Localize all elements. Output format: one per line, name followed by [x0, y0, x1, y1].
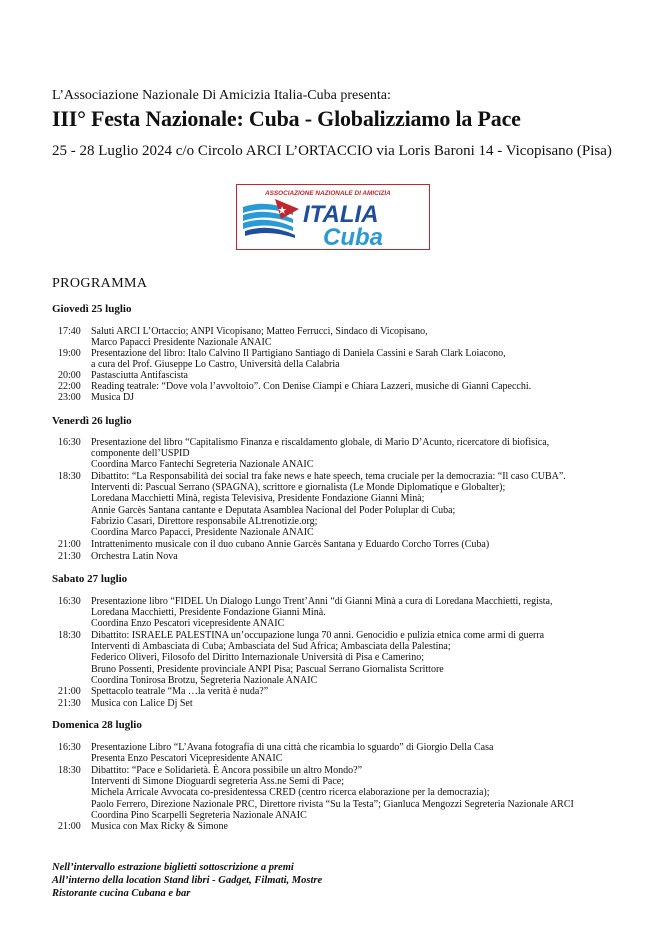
event-line: Loredana Macchietti, Presidente Fondazione Gianni Minà.	[91, 607, 326, 619]
event-line: Coordina Marco Papacci, Presidente Nazionale ANAIC	[91, 527, 314, 539]
event-time: 20:00	[58, 370, 81, 381]
logo-word-cuba: Cuba	[323, 224, 383, 249]
event-time: 21:00	[58, 821, 81, 832]
event-line: componente dell’USPID	[91, 448, 190, 460]
event-time: 18:30	[58, 471, 81, 482]
event-time: 17:40	[58, 326, 81, 337]
event-line: Coordina Marco Fantechi Segreteria Nazionale ANAIC	[91, 459, 314, 471]
logo-top-text: ASSOCIAZIONE NAZIONALE DI AMICIZIA	[265, 190, 391, 197]
footer-note: Ristorante cucina Cubana e bar	[52, 888, 191, 899]
event-line: Musica con Max Ricky & Simone	[91, 821, 228, 832]
event-line: Federico Oliveri, Filosofo del Diritto Internazionale Università di Pisa e Camerino;	[91, 652, 424, 664]
event-line: Marco Papacci Presidente Nazionale ANAIC	[91, 337, 272, 349]
event-time: 23:00	[58, 392, 81, 403]
event-time: 19:00	[58, 348, 81, 359]
event-line: Presenta Enzo Pescatori Vicepresidente ANAIC	[91, 753, 283, 765]
event-line: a cura del Prof. Giuseppe Lo Castro, Università della Calabria	[91, 359, 340, 371]
event-time: 18:30	[58, 630, 81, 641]
event-line: Interventi di Simone Dioguardi segreteria Ass.ne Semi di Pace;	[91, 776, 344, 788]
event-line: Bruno Possenti, Presidente provinciale ANPI Pisa; Pascual Serrano Giornalista Scrittore	[91, 663, 444, 675]
event-line: Coordina Enzo Pescatori vicepresidente ANAIC	[91, 618, 285, 630]
event-line: Interventi di: Pascual Serrano (SPAGNA), scrittore e giornalista (Le Monde Diplomatique e Globalter);	[91, 482, 506, 494]
event-line: Pastasciutta Antifascista	[91, 370, 188, 381]
event-line: Musica con Lalice Dj Set	[91, 698, 193, 709]
event-line: Presentazione del libro “Capitalismo Finanza e riscaldamento globale, di Mario D’Acunto, ricercatore di biofisica,	[91, 437, 550, 448]
event-line: Paolo Ferrero, Direzione Nazionale PRC, Direttore rivista “Su la Testa”; Gianluca Mengozzi Segreteria Nazionale ARCI	[91, 798, 574, 810]
event-line: Coordina Tonirosa Brotzu, Segreteria Nazionale ANAIC	[91, 674, 318, 686]
day-title: Venerdì 26 luglio	[52, 415, 132, 427]
day-title: Giovedì 25 luglio	[52, 303, 132, 315]
event-line: Orchestra Latin Nova	[91, 551, 178, 562]
event-line: Fabrizio Casari, Direttore responsabile ALtrenotizie.org;	[91, 515, 318, 527]
footer-note: All’interno della location Stand libri - Gadget, Filmati, Mostre	[52, 875, 323, 886]
anaic-logo	[236, 184, 430, 250]
event-line: Annie Garcès Santana cantante e Deputata Asamblea Nacional del Poder Poluplar di Cuba;	[91, 504, 456, 516]
logo-word-italia: ITALIA	[303, 201, 379, 228]
event-line: Dibattito: “La Responsabilità dei social tra fake news e hate speech, tema cruciale per la democrazia: “Il caso CUBA”.	[91, 471, 566, 482]
event-line: Michela Arricale Avvocata co-presidentessa CRED (centro ricerca elaborazione per la democrazia);	[91, 787, 490, 799]
event-time: 18:30	[58, 765, 81, 776]
event-line: Presentazione libro “FIDEL Un Dialogo Lungo Trent’Anni “di Gianni Minà a cura di Loredana Macchietti, regista,	[91, 596, 553, 607]
event-time: 16:30	[58, 596, 81, 607]
event-line: Musica DJ	[91, 392, 135, 403]
event-time: 21:00	[58, 686, 81, 697]
event-time: 21:30	[58, 698, 81, 709]
footer-note: Nell’intervallo estrazione biglietti sottoscrizione a premi	[52, 862, 294, 873]
event-line: Spettacolo teatrale “Ma …la verità è nuda?”	[91, 686, 269, 697]
event-time: 16:30	[58, 742, 81, 753]
event-time: 22:00	[58, 381, 81, 392]
presenter-line: L’Associazione Nazionale Di Amicizia Italia-Cuba presenta:	[52, 88, 391, 103]
event-line: Coordina Pino Scarpelli Segreteria Nazionale ANAIC	[91, 809, 307, 821]
venue-line: 25 - 28 Luglio 2024 c/o Circolo ARCI L’ORTACCIO via Loris Baroni 14 - Vicopisano (Pisa)	[52, 143, 612, 159]
page-title: III° Festa Nazionale: Cuba - Globalizziamo la Pace	[52, 106, 521, 131]
event-time: 16:30	[58, 437, 81, 448]
event-line: Presentazione Libro “L’Avana fotografia di una città che ricambia lo sguardo” di Giorgio Della Casa	[91, 742, 494, 753]
event-time: 21:30	[58, 551, 81, 562]
event-line: Dibattito: ISRAELE PALESTINA un’occupazione lunga 70 anni. Genocidio e pulizia etnica come armi di guerra	[91, 630, 545, 641]
event-line: Presentazione del libro: Italo Calvino Il Partigiano Santiago di Daniela Cassini e Sarah Clark Loiacono,	[91, 348, 506, 359]
event-line: Loredana Macchietti Minà, regista Televisiva, Presidente Fondazione Gianni Minà;	[91, 493, 425, 505]
event-time: 21:00	[58, 539, 81, 550]
day-title: Sabato 27 luglio	[52, 573, 128, 585]
event-line: Dibattito: “Pace e Solidarietà. È Ancora possibile un altro Mondo?”	[91, 765, 363, 776]
event-line: Reading teatrale: “Dove vola l’avvoltoio”. Con Denise Ciampi e Chiara Lazzeri, musiche di Gianni Capecchi.	[91, 381, 532, 392]
programma-heading: PROGRAMMA	[52, 276, 148, 291]
event-line: Saluti ARCI L’Ortaccio; ANPI Vicopisano; Matteo Ferrucci, Sindaco di Vicopisano,	[91, 326, 428, 337]
day-title: Domenica 28 luglio	[52, 719, 142, 731]
event-line: Interventi di Ambasciata di Cuba; Ambasciata del Sud Africa; Ambasciata della Palestina;	[91, 641, 451, 653]
event-line: Intrattenimento musicale con il duo cubano Annie Garcès Santana y Eduardo Corcho Torres (Cuba)	[91, 539, 490, 550]
